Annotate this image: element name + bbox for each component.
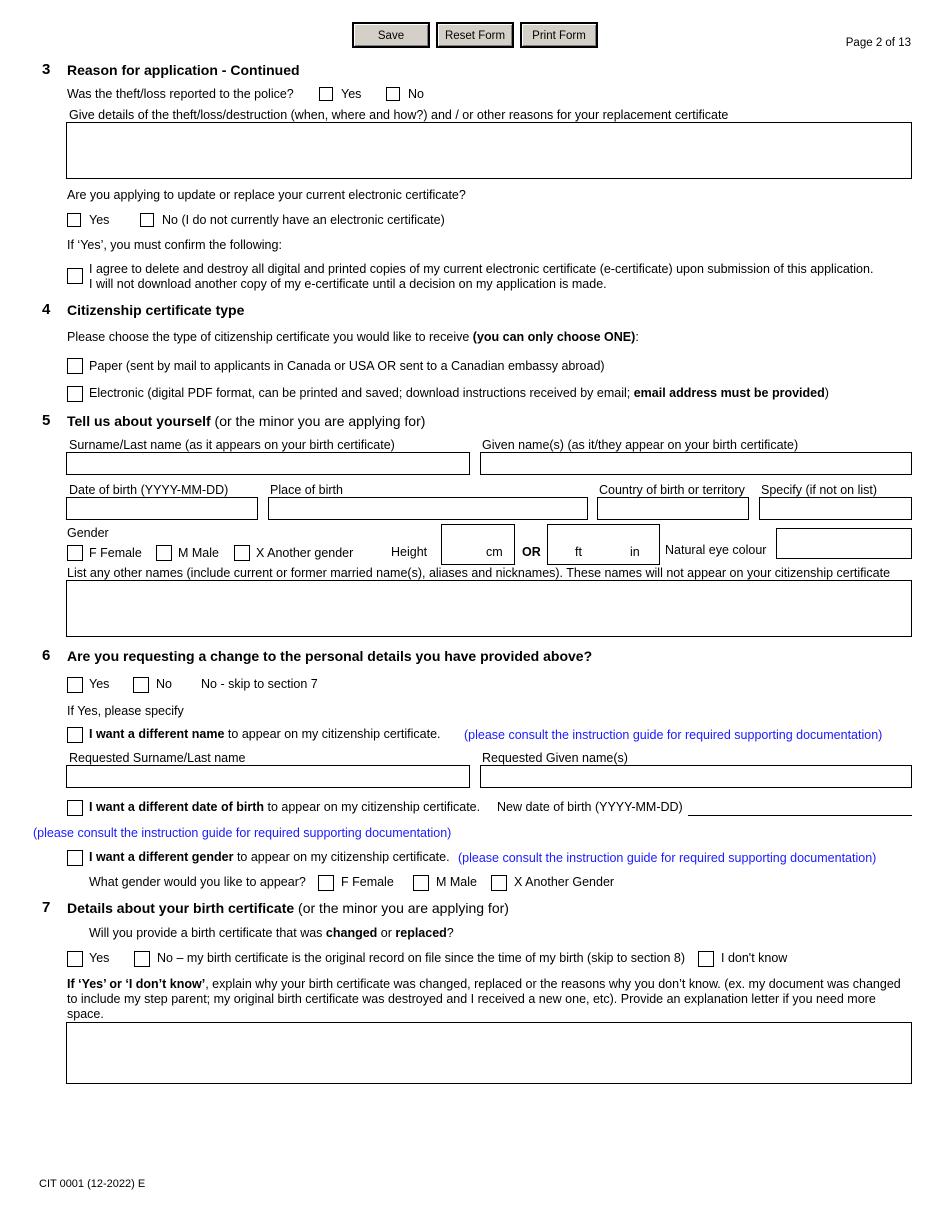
what-gender-question: What gender would you like to appear?	[89, 875, 306, 889]
explain-text-line2: to include my step parent; my original birth certificate was destroyed and I received a new one, etc). Provide an explanation letter if you need more	[67, 992, 876, 1006]
birth-cert-question: Will you provide a birth certificate that was changed or replaced?	[89, 926, 454, 940]
if-yes-specify: If Yes, please specify	[67, 704, 184, 718]
police-no-checkbox[interactable]	[386, 87, 400, 101]
gender-female-label: F Female	[89, 546, 142, 560]
cm-unit: cm	[486, 545, 503, 559]
section-7-title: Details about your birth certificate (or the minor you are applying for)	[67, 900, 509, 916]
consult-note-name: (please consult the instruction guide for required supporting documentation)	[464, 728, 883, 742]
dob-label: Date of birth (YYYY-MM-DD)	[69, 483, 229, 497]
eye-colour-label: Natural eye colour	[665, 543, 767, 557]
given-name-label: Given name(s) (as it/they appear on your birth certificate)	[482, 438, 799, 452]
confirm-intro: If ‘Yes’, you must confirm the following:	[67, 238, 282, 252]
police-no-label: No	[408, 87, 424, 101]
dob-input[interactable]	[66, 497, 258, 520]
new-gender-another-checkbox[interactable]	[491, 875, 507, 891]
different-gender-checkbox[interactable]	[67, 850, 83, 866]
or-separator: OR	[522, 545, 541, 559]
update-yes-label: Yes	[89, 213, 110, 227]
police-yes-label: Yes	[341, 87, 362, 101]
explain-text-line1: If ‘Yes’ or ‘I don’t know’, explain why your birth certificate was changed, replaced or the reasons why you don’t know. (ex. my document was changed	[67, 977, 901, 991]
section-6-number: 6	[42, 647, 51, 664]
new-gender-male-label: M Male	[436, 875, 477, 889]
skip-note: No - skip to section 7	[201, 677, 318, 691]
birth-cert-yes-label: Yes	[89, 951, 110, 965]
change-no-label: No	[156, 677, 172, 691]
height-cm-input[interactable]	[441, 524, 515, 565]
save-button[interactable]: Save	[352, 22, 430, 48]
country-label: Country of birth or territory	[599, 483, 745, 497]
update-no-label: No (I do not currently have an electronic certificate)	[162, 213, 445, 227]
gender-female-checkbox[interactable]	[67, 545, 83, 561]
new-gender-male-checkbox[interactable]	[413, 875, 429, 891]
form-code: CIT 0001 (12-2022) E	[39, 1178, 146, 1190]
paper-checkbox[interactable]	[67, 358, 83, 374]
new-gender-another-label: X Another Gender	[514, 875, 615, 889]
electronic-label: Electronic (digital PDF format, can be printed and saved; download instructions received by email; email address must be provided)	[89, 386, 829, 400]
different-dob-label: I want a different date of birth to appear on my citizenship certificate.	[89, 800, 481, 814]
consult-note-gender: (please consult the instruction guide for required supporting documentation)	[458, 851, 877, 865]
place-of-birth-label: Place of birth	[270, 483, 343, 497]
requested-surname-label: Requested Surname/Last name	[69, 751, 246, 765]
birth-cert-yes-checkbox[interactable]	[67, 951, 83, 967]
new-gender-female-checkbox[interactable]	[318, 875, 334, 891]
eye-colour-select[interactable]	[776, 528, 912, 559]
new-gender-female-label: F Female	[341, 875, 394, 889]
update-yes-checkbox[interactable]	[67, 213, 81, 227]
birth-cert-no-label: No – my birth certificate is the original record on file since the time of my birth (skip to section 8)	[157, 951, 685, 965]
explain-textarea[interactable]	[66, 1022, 912, 1084]
section-3-title: Reason for application - Continued	[67, 62, 300, 78]
consult-note-dob: (please consult the instruction guide for required supporting documentation)	[33, 826, 452, 840]
height-label: Height	[391, 545, 428, 559]
birth-cert-dont-know-label: I don't know	[721, 951, 788, 965]
different-gender-label: I want a different gender to appear on my citizenship certificate.	[89, 850, 450, 864]
section-4-title: Citizenship certificate type	[67, 302, 245, 318]
height-ft-in-input[interactable]	[547, 524, 660, 565]
section-7-number: 7	[42, 899, 51, 916]
gender-male-label: M Male	[178, 546, 219, 560]
new-dob-label: New date of birth (YYYY-MM-DD)	[497, 800, 683, 814]
other-names-label: List any other names (include current or former married name(s), aliases and nicknames). These names will not appear on your citizenship certificate	[67, 566, 891, 580]
agree-text-line2: I will not download another copy of my e-certificate until a decision on my application is made.	[89, 277, 607, 291]
ft-unit: ft	[575, 545, 582, 559]
electronic-checkbox[interactable]	[67, 386, 83, 402]
requested-given-label: Requested Given name(s)	[482, 751, 628, 765]
other-names-textarea[interactable]	[66, 580, 912, 637]
section-5-number: 5	[42, 412, 51, 429]
new-dob-input[interactable]	[688, 815, 912, 816]
specify-country-input[interactable]	[759, 497, 912, 520]
requested-surname-input[interactable]	[66, 765, 470, 788]
police-yes-checkbox[interactable]	[319, 87, 333, 101]
surname-input[interactable]	[66, 452, 470, 475]
gender-another-checkbox[interactable]	[234, 545, 250, 561]
agree-checkbox[interactable]	[67, 268, 83, 284]
certificate-type-intro: Please choose the type of citizenship certificate you would like to receive (you can only choose ONE):	[67, 330, 639, 344]
gender-label: Gender	[67, 526, 109, 540]
different-name-label: I want a different name to appear on my citizenship certificate.	[89, 727, 441, 741]
surname-label: Surname/Last name (as it appears on your birth certificate)	[69, 438, 395, 452]
section-5-title: Tell us about yourself (or the minor you are applying for)	[67, 413, 426, 429]
different-dob-checkbox[interactable]	[67, 800, 83, 816]
section-4-number: 4	[42, 301, 51, 318]
explain-text-line3: space.	[67, 1007, 104, 1021]
section-6-title: Are you requesting a change to the personal details you have provided above?	[67, 648, 593, 664]
page-number: Page 2 of 13	[845, 37, 911, 49]
details-textarea[interactable]	[66, 122, 912, 179]
details-label: Give details of the theft/loss/destruction (when, where and how?) and / or other reasons for your replacement certificate	[69, 108, 729, 122]
police-question: Was the theft/loss reported to the police?	[67, 87, 294, 101]
reset-form-button[interactable]: Reset Form	[436, 22, 514, 48]
change-yes-checkbox[interactable]	[67, 677, 83, 693]
birth-cert-no-checkbox[interactable]	[134, 951, 150, 967]
gender-male-checkbox[interactable]	[156, 545, 172, 561]
paper-label: Paper (sent by mail to applicants in Canada or USA OR sent to a Canadian embassy abroad)	[89, 359, 605, 373]
place-of-birth-input[interactable]	[268, 497, 588, 520]
agree-text-line1: I agree to delete and destroy all digital and printed copies of my current electronic certificate (e-certificate) upon submission of this application.	[89, 262, 874, 276]
in-unit: in	[630, 545, 640, 559]
specify-label: Specify (if not on list)	[761, 483, 878, 497]
section-3-number: 3	[42, 61, 51, 78]
change-no-checkbox[interactable]	[133, 677, 149, 693]
change-yes-label: Yes	[89, 677, 110, 691]
update-no-checkbox[interactable]	[140, 213, 154, 227]
print-form-button[interactable]: Print Form	[520, 22, 598, 48]
gender-another-label: X Another gender	[256, 546, 354, 560]
birth-cert-dont-know-checkbox[interactable]	[698, 951, 714, 967]
different-name-checkbox[interactable]	[67, 727, 83, 743]
country-select[interactable]	[597, 497, 749, 520]
requested-given-input[interactable]	[480, 765, 912, 788]
update-question: Are you applying to update or replace your current electronic certificate?	[67, 188, 466, 202]
given-name-input[interactable]	[480, 452, 912, 475]
